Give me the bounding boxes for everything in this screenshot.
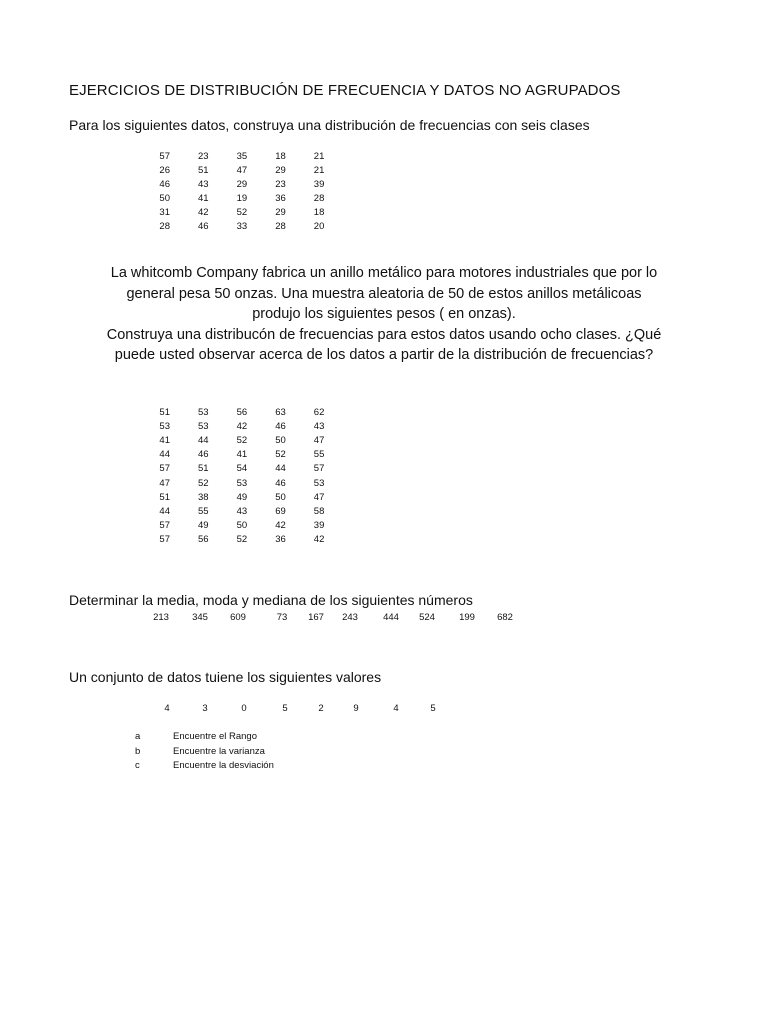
table-cell: 50 xyxy=(275,434,286,446)
value-item: 9 xyxy=(353,703,359,714)
table-cell: 52 xyxy=(236,534,248,546)
table-cell: 43 xyxy=(236,505,248,517)
table-cell: 63 xyxy=(275,406,286,418)
task-text: Encuentre el Rango xyxy=(173,731,257,742)
table-cell: 18 xyxy=(313,206,325,218)
table-cell: 28 xyxy=(275,221,286,233)
exercise1-prompt: Para los siguientes datos, construya una distribución de frecuencias con seis clases xyxy=(69,117,590,133)
table-cell: 50 xyxy=(236,520,248,532)
table-cell: 53 xyxy=(159,420,170,432)
exercise1-data-table xyxy=(156,149,324,234)
table-row xyxy=(156,462,324,476)
table-cell: 58 xyxy=(313,505,325,517)
table-cell: 51 xyxy=(159,491,170,503)
table-cell: 29 xyxy=(275,206,286,218)
page-title: EJERCICIOS DE DISTRIBUCIÓN DE FRECUENCIA Y DATOS NO AGRUPADOS xyxy=(69,82,621,99)
table-cell: 53 xyxy=(198,420,209,432)
table-cell: 47 xyxy=(159,477,170,489)
table-cell: 41 xyxy=(236,449,248,461)
table-cell: 18 xyxy=(275,150,286,162)
value-item: 3 xyxy=(202,703,208,714)
table-cell: 50 xyxy=(275,491,286,503)
table-cell: 44 xyxy=(275,463,286,475)
table-cell: 44 xyxy=(159,449,170,461)
table-cell: 47 xyxy=(236,164,248,176)
table-cell: 43 xyxy=(198,178,209,190)
table-cell: 46 xyxy=(198,221,209,233)
table-cell: 19 xyxy=(236,192,248,204)
exercise2-data-table xyxy=(156,405,324,547)
table-row xyxy=(156,476,324,490)
table-cell: 69 xyxy=(275,505,286,517)
table-cell: 23 xyxy=(275,178,286,190)
value-item: 0 xyxy=(241,703,247,714)
table-cell: 33 xyxy=(236,221,248,233)
table-row xyxy=(156,419,324,433)
exercise4-values xyxy=(0,703,768,715)
table-cell: 42 xyxy=(198,206,209,218)
table-cell: 47 xyxy=(313,434,325,446)
table-cell: 21 xyxy=(313,150,325,162)
table-cell: 52 xyxy=(236,434,248,446)
table-cell: 53 xyxy=(198,406,209,418)
table-cell: 52 xyxy=(236,206,248,218)
table-cell: 51 xyxy=(159,406,170,418)
table-cell: 57 xyxy=(159,520,170,532)
value-item: 2 xyxy=(318,703,324,714)
table-cell: 36 xyxy=(275,534,286,546)
table-cell: 29 xyxy=(236,178,248,190)
value-item: 167 xyxy=(308,612,324,623)
table-row xyxy=(156,163,324,177)
table-cell: 28 xyxy=(313,192,325,204)
task-letter: a xyxy=(135,731,141,742)
table-row xyxy=(156,177,324,191)
table-cell: 44 xyxy=(159,505,170,517)
table-cell: 21 xyxy=(313,164,325,176)
table-row xyxy=(156,433,324,447)
table-cell: 46 xyxy=(159,178,170,190)
value-item: 73 xyxy=(276,612,288,623)
table-cell: 46 xyxy=(275,420,286,432)
table-cell: 46 xyxy=(198,449,209,461)
table-cell: 51 xyxy=(198,164,209,176)
table-cell: 42 xyxy=(313,534,325,546)
table-row xyxy=(156,519,324,533)
exercise2-line: produjo los siguientes pesos ( en onzas). xyxy=(252,306,516,322)
table-cell: 57 xyxy=(159,463,170,475)
table-cell: 53 xyxy=(236,477,248,489)
table-cell: 44 xyxy=(198,434,209,446)
table-cell: 46 xyxy=(275,477,286,489)
table-cell: 49 xyxy=(236,491,248,503)
value-item: 4 xyxy=(393,703,399,714)
table-cell: 35 xyxy=(236,150,248,162)
value-item: 345 xyxy=(192,612,208,623)
table-cell: 49 xyxy=(198,520,209,532)
table-cell: 42 xyxy=(275,520,286,532)
exercise2-line: puede usted observar acerca de los datos a partir de la distribución de frecuencias? xyxy=(114,347,654,363)
value-item: 5 xyxy=(430,703,436,714)
exercise2-line: general pesa 50 onzas. Una muestra aleatoria de 50 de estos anillos metálicoas xyxy=(126,285,642,302)
table-cell: 56 xyxy=(198,534,209,546)
exercise2-paragraph xyxy=(62,263,706,366)
value-item: 213 xyxy=(153,612,169,623)
value-item: 5 xyxy=(282,703,288,714)
table-cell: 57 xyxy=(313,463,325,475)
exercise3-values xyxy=(0,612,768,624)
table-cell: 23 xyxy=(198,150,209,162)
table-cell: 29 xyxy=(275,164,286,176)
table-row xyxy=(156,533,324,547)
table-cell: 38 xyxy=(198,491,209,503)
exercise2-line: Construya una distribucón de frecuencias para estos datos usando ocho clases. ¿Qué xyxy=(106,326,662,343)
table-cell: 20 xyxy=(313,221,325,233)
table-cell: 52 xyxy=(198,477,209,489)
table-row xyxy=(156,448,324,462)
table-row xyxy=(156,405,324,419)
value-item: 682 xyxy=(497,612,513,623)
table-cell: 57 xyxy=(159,150,170,162)
value-item: 524 xyxy=(419,612,435,623)
table-row xyxy=(156,149,324,163)
exercise3-prompt: Determinar la media, moda y mediana de los siguientes números xyxy=(69,592,473,608)
table-cell: 43 xyxy=(313,420,325,432)
exercise4-prompt: Un conjunto de datos tuiene los siguientes valores xyxy=(69,669,382,685)
value-item: 444 xyxy=(383,612,399,623)
value-item: 609 xyxy=(230,612,246,623)
task-text: Encuentre la desviación xyxy=(173,760,274,771)
task-text: Encuentre la varianza xyxy=(173,745,265,757)
table-cell: 55 xyxy=(198,505,209,517)
value-item: 4 xyxy=(164,703,170,714)
table-cell: 47 xyxy=(313,491,325,503)
table-row xyxy=(156,191,324,205)
table-row xyxy=(156,504,324,518)
table-cell: 41 xyxy=(198,192,209,204)
table-cell: 31 xyxy=(159,206,170,218)
task-letter: b xyxy=(135,745,141,757)
table-cell: 26 xyxy=(159,164,170,176)
table-cell: 54 xyxy=(236,463,248,475)
table-cell: 55 xyxy=(313,449,325,461)
table-cell: 57 xyxy=(159,534,170,546)
value-item: 243 xyxy=(342,612,358,623)
value-item: 199 xyxy=(459,612,475,623)
task-letter: c xyxy=(135,760,140,771)
table-cell: 39 xyxy=(313,178,325,190)
table-cell: 62 xyxy=(313,406,325,418)
table-row xyxy=(156,205,324,219)
table-cell: 56 xyxy=(236,406,248,418)
table-cell: 41 xyxy=(159,434,170,446)
table-cell: 52 xyxy=(275,449,286,461)
table-row xyxy=(156,490,324,504)
table-cell: 39 xyxy=(313,520,325,532)
table-cell: 53 xyxy=(313,477,325,489)
exercise2-line: La whitcomb Company fabrica un anillo metálico para motores industriales que por lo xyxy=(110,265,658,281)
table-cell: 36 xyxy=(275,192,286,204)
table-row xyxy=(156,219,324,233)
table-cell: 50 xyxy=(159,192,170,204)
table-cell: 51 xyxy=(198,463,209,475)
table-cell: 42 xyxy=(236,420,248,432)
table-cell: 28 xyxy=(159,221,170,233)
